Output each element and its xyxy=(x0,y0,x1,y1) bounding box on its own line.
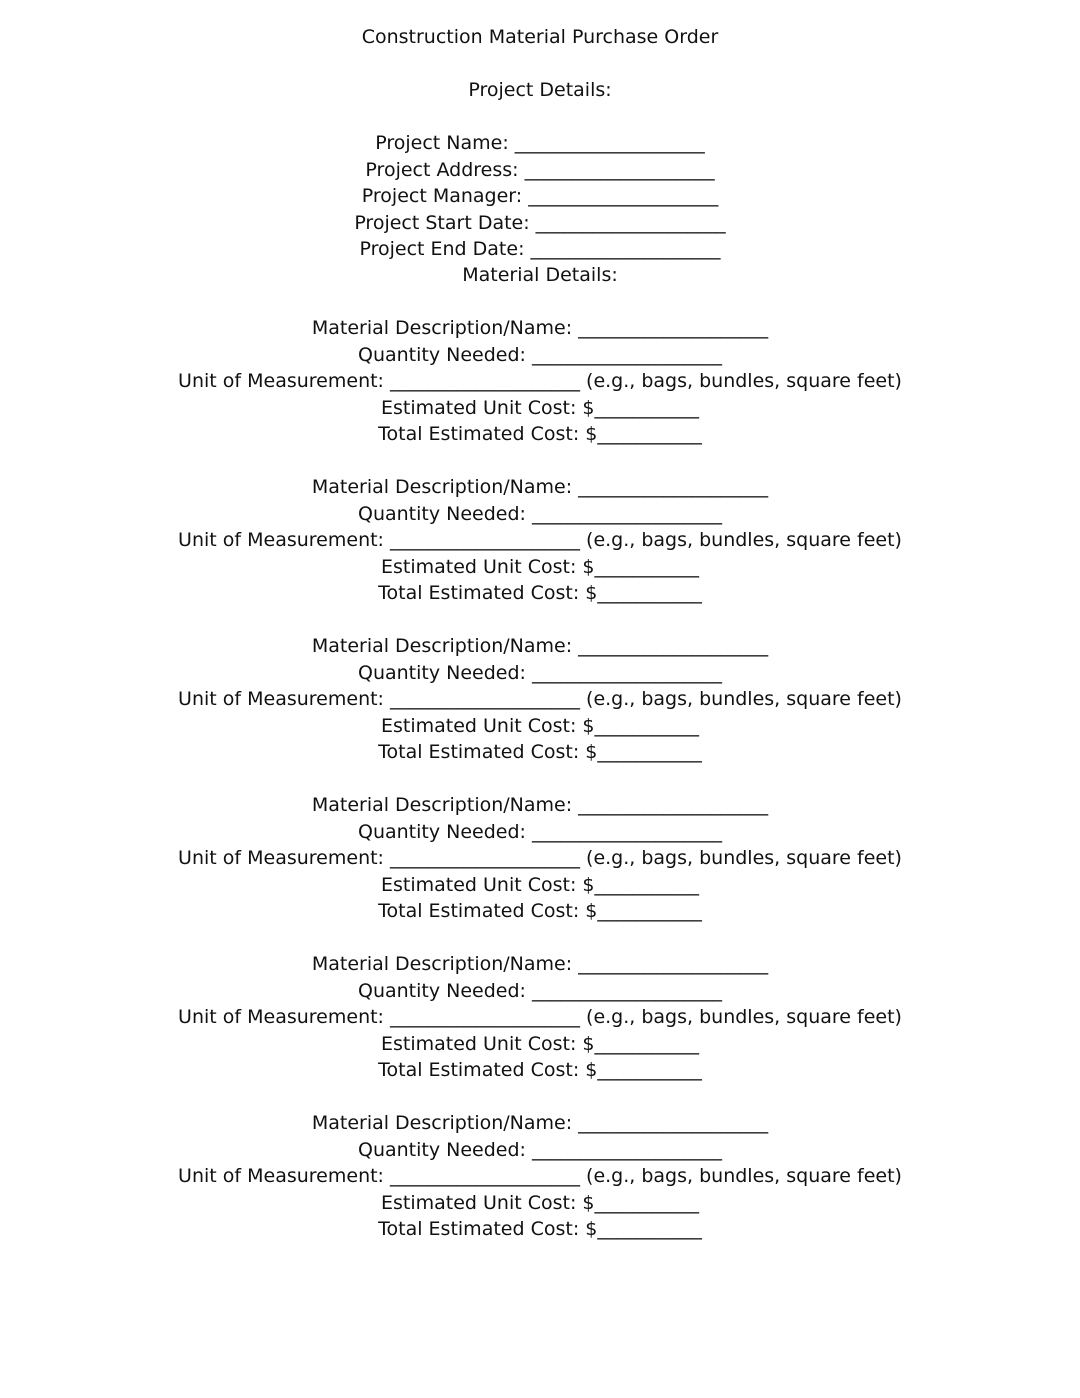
unit-of-measurement-field: Unit of Measurement: ____________________ (e.g., bags, bundles, square feet) xyxy=(178,688,902,710)
unit-of-measurement-field: Unit of Measurement: ____________________ (e.g., bags, bundles, square feet) xyxy=(178,529,902,551)
unit-of-measurement-field: Unit of Measurement: ____________________ (e.g., bags, bundles, square feet) xyxy=(178,370,902,392)
project-name-field: Project Name: ____________________ xyxy=(375,132,705,154)
estimated-unit-cost-field: Estimated Unit Cost: $___________ xyxy=(380,1033,699,1055)
estimated-unit-cost-field: Estimated Unit Cost: $___________ xyxy=(380,715,699,737)
total-estimated-cost-field: Total Estimated Cost: $___________ xyxy=(378,1218,702,1240)
total-estimated-cost-field: Total Estimated Cost: $___________ xyxy=(378,741,702,763)
estimated-unit-cost-field: Estimated Unit Cost: $___________ xyxy=(380,397,699,419)
quantity-needed-field: Quantity Needed: ____________________ xyxy=(358,821,722,843)
total-estimated-cost-field: Total Estimated Cost: $___________ xyxy=(378,1059,702,1081)
quantity-needed-field: Quantity Needed: ____________________ xyxy=(358,1139,722,1161)
project-address-field: Project Address: ____________________ xyxy=(365,159,715,181)
total-estimated-cost-field: Total Estimated Cost: $___________ xyxy=(378,582,702,604)
project-end-date-field: Project End Date: ____________________ xyxy=(359,238,721,260)
unit-of-measurement-field: Unit of Measurement: ____________________ (e.g., bags, bundles, square feet) xyxy=(178,847,902,869)
quantity-needed-field: Quantity Needed: ____________________ xyxy=(358,662,722,684)
estimated-unit-cost-field: Estimated Unit Cost: $___________ xyxy=(380,1192,699,1214)
estimated-unit-cost-field: Estimated Unit Cost: $___________ xyxy=(380,556,699,578)
project-details-heading: Project Details: xyxy=(468,79,612,101)
material-description-field: Material Description/Name: ____________________ xyxy=(311,476,769,498)
document-title: Construction Material Purchase Order xyxy=(361,26,719,48)
material-description-field: Material Description/Name: ____________________ xyxy=(311,953,769,975)
total-estimated-cost-field: Total Estimated Cost: $___________ xyxy=(378,900,702,922)
unit-of-measurement-field: Unit of Measurement: ____________________ (e.g., bags, bundles, square feet) xyxy=(178,1165,902,1187)
material-description-field: Material Description/Name: ____________________ xyxy=(311,1112,769,1134)
unit-of-measurement-field: Unit of Measurement: ____________________ (e.g., bags, bundles, square feet) xyxy=(178,1006,902,1028)
material-description-field: Material Description/Name: ____________________ xyxy=(311,317,769,339)
project-manager-field: Project Manager: ____________________ xyxy=(361,185,719,207)
quantity-needed-field: Quantity Needed: ____________________ xyxy=(358,980,722,1002)
total-estimated-cost-field: Total Estimated Cost: $___________ xyxy=(378,423,702,445)
quantity-needed-field: Quantity Needed: ____________________ xyxy=(358,344,722,366)
estimated-unit-cost-field: Estimated Unit Cost: $___________ xyxy=(380,874,699,896)
project-start-date-field: Project Start Date: ____________________ xyxy=(354,212,726,234)
quantity-needed-field: Quantity Needed: ____________________ xyxy=(358,503,722,525)
material-description-field: Material Description/Name: ____________________ xyxy=(311,635,769,657)
material-description-field: Material Description/Name: ____________________ xyxy=(311,794,769,816)
material-details-heading: Material Details: xyxy=(462,264,618,286)
